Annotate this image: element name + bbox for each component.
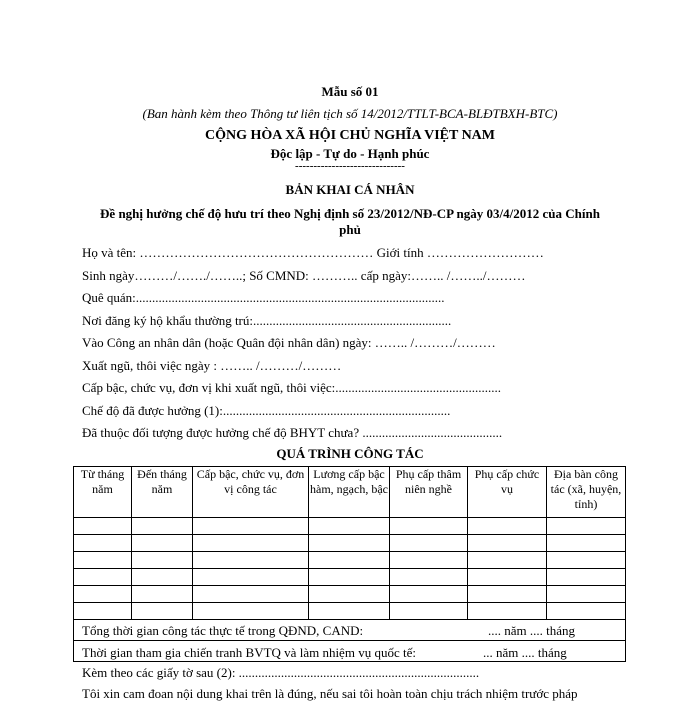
national-motto: Độc lập - Tự do - Hạnh phúc	[270, 146, 430, 161]
table-cell	[390, 535, 468, 552]
col-header-rank-unit: Cấp bậc, chức vụ, đơn vị công tác	[193, 467, 309, 518]
table-cell	[309, 569, 390, 586]
col-header-from: Từ tháng năm	[74, 467, 132, 518]
table-cell	[547, 535, 626, 552]
field-residence: Nơi đăng ký hộ khẩu thường trú:.............................................................	[82, 313, 452, 328]
table-body	[74, 518, 626, 620]
table-cell	[390, 552, 468, 569]
history-heading: QUÁ TRÌNH CÔNG TÁC	[276, 446, 424, 461]
table-cell	[547, 603, 626, 620]
table-cell	[390, 586, 468, 603]
table-cell	[193, 535, 309, 552]
declaration-line: Tôi xin cam đoan nội dung khai trên là đúng, nếu sai tôi hoàn toàn chịu trách nhiệm trước pháp	[82, 686, 578, 701]
table-cell	[547, 569, 626, 586]
col-header-salary: Lương cấp bậc hàm, ngạch, bậc	[309, 467, 390, 518]
table-cell	[468, 535, 547, 552]
field-name: Họ và tên: ……………………………………………… Giới tính ………………………	[82, 245, 544, 260]
col-header-position-allowance: Phụ cấp chức vụ	[468, 467, 547, 518]
table-cell	[193, 518, 309, 535]
issued-note: (Ban hành kèm theo Thông tư liên tịch số 14/2012/TTLT-BCA-BLĐTBXH-BTC)	[142, 106, 558, 121]
col-header-work-area: Địa bàn công tác (xã, huyện, tỉnh)	[547, 467, 626, 518]
table-cell	[193, 569, 309, 586]
table-row	[74, 569, 626, 586]
table-cell	[74, 603, 132, 620]
table-cell	[74, 586, 132, 603]
field-insurance: Đã thuộc đối tượng được hưởng chế độ BHYT chưa? ...........................................	[82, 425, 503, 440]
table-footer-border-bottom	[73, 661, 626, 662]
table-row	[74, 535, 626, 552]
field-rank-position: Cấp bậc, chức vụ, đơn vị khi xuất ngũ, thôi việc:...................................................	[82, 380, 502, 395]
table-cell	[468, 552, 547, 569]
form-title: BẢN KHAI CÁ NHÂN	[285, 182, 415, 197]
table-cell	[74, 535, 132, 552]
table-cell	[547, 552, 626, 569]
war-service-label: Thời gian tham gia chiến tranh BVTQ và làm nhiệm vụ quốc tế:	[82, 645, 416, 660]
table-cell	[309, 535, 390, 552]
table-header-row	[74, 467, 626, 518]
total-service-label: Tổng thời gian công tác thực tế trong QĐND, CAND:	[82, 623, 364, 638]
col-header-to: Đến tháng năm	[132, 467, 193, 518]
table-footer-divider	[73, 640, 626, 641]
table-cell	[193, 552, 309, 569]
table-cell	[193, 586, 309, 603]
table-cell	[547, 518, 626, 535]
table-cell	[309, 603, 390, 620]
table-cell	[132, 552, 193, 569]
table-cell	[390, 603, 468, 620]
country-name: CỘNG HÒA XÃ HỘI CHỦ NGHĨA VIỆT NAM	[204, 128, 495, 143]
table-cell	[74, 518, 132, 535]
field-benefit: Chế độ đã được hưởng (1):......................................................................	[82, 403, 451, 418]
header-separator: ------------------------------	[295, 160, 405, 172]
form-subtitle-line1: Đề nghị hưởng chế độ hưu trí theo Nghị định số 23/2012/NĐ-CP ngày 03/4/2012 của Chính	[100, 206, 600, 221]
field-discharge-date: Xuất ngũ, thôi việc ngày : …….. /………/………	[82, 358, 342, 373]
form-number: Mẫu số 01	[321, 84, 379, 99]
attachments-line: Kèm theo các giấy tờ sau (2): ..........................................................................	[82, 665, 480, 680]
work-history-table	[73, 466, 626, 620]
table-cell	[390, 518, 468, 535]
table-cell	[74, 569, 132, 586]
table-cell	[390, 569, 468, 586]
table-cell	[468, 586, 547, 603]
table-cell	[132, 603, 193, 620]
field-join-date: Vào Công an nhân dân (hoặc Quân đội nhân dân) ngày: …….. /………/………	[82, 335, 496, 350]
field-birth-id: Sinh ngày………/……./……..; Số CMND: ……….. cấp ngày:…….. /……../………	[82, 268, 526, 283]
war-service-value: ... năm .... tháng	[483, 645, 567, 660]
total-service-value: .... năm .... tháng	[488, 623, 576, 638]
field-hometown: Quê quán:...............................................................................................	[82, 290, 445, 305]
table-cell	[309, 586, 390, 603]
form-subtitle-line2: phủ	[339, 222, 361, 237]
table-cell	[547, 586, 626, 603]
table-row	[74, 552, 626, 569]
table-row	[74, 518, 626, 535]
table-cell	[468, 603, 547, 620]
table-cell	[132, 569, 193, 586]
table-row	[74, 586, 626, 603]
table-row	[74, 603, 626, 620]
table-cell	[132, 535, 193, 552]
table-cell	[309, 552, 390, 569]
table-cell	[468, 518, 547, 535]
table-cell	[74, 552, 132, 569]
table-cell	[309, 518, 390, 535]
table-cell	[468, 569, 547, 586]
table-cell	[132, 518, 193, 535]
col-header-seniority-allowance: Phụ cấp thâm niên nghề	[390, 467, 468, 518]
table-cell	[132, 586, 193, 603]
table-cell	[193, 603, 309, 620]
